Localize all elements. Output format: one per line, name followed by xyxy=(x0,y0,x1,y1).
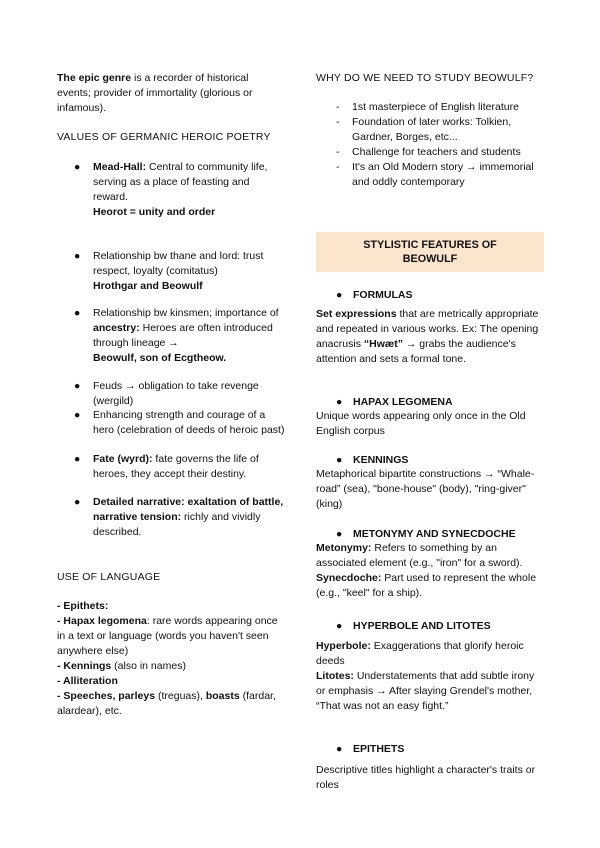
hyperbole-heading: ● HYPERBOLE AND LITOTES xyxy=(336,620,491,632)
value-item: ● Detailed narrative: exaltation of battle, narrative tension: richly and vividly described. xyxy=(74,496,284,538)
metonymy-heading: ● METONYMY AND SYNECDOCHE xyxy=(336,528,516,540)
hapax-heading: ● HAPAX LEGOMENA xyxy=(336,396,453,408)
bullet-icon: ● xyxy=(74,496,81,508)
bullet-icon: ● xyxy=(74,409,81,421)
metonymy-text: Metonymy: Refers to something by an associated element (e.g., "iron" for a sword). Synecdoche: Part used to represent the whole (e.g., "keel" for a ship). xyxy=(316,542,537,599)
value-item: ● Relationship bw thane and lord: trust respect, loyalty (comitatus) Hrothgar and Beowulf xyxy=(74,250,264,292)
epic-genre-intro: The epic genre is a recorder of historical events; provider of immortality (glorious or infamous). xyxy=(57,72,253,114)
bullet-icon: ● xyxy=(74,307,81,319)
bullet-icon: ● xyxy=(336,396,343,408)
kennings-text: Metaphorical bipartite constructions → “Whale-road” (sea), "bone-house" (body), "ring-giver" (king) xyxy=(316,468,535,510)
formulas-text: Set expressions that are metrically appropriate and repeated in various works. Ex: The opening anacrusis “Hwæt” → grabs the audience's attention and sets a formal tone. xyxy=(316,308,539,365)
bullet-icon: ● xyxy=(74,250,81,262)
value-item: ● Enhancing strength and courage of a hero (celebration of deeds of heroic past) xyxy=(74,409,285,436)
why-list xyxy=(316,100,544,190)
language-list: - Epithets: - Hapax legomena: rare words appearing once in a text or language (words you haven't seen anywhere else) - Kennings (also in names) - Alliteration - Speeches, parleys (treguas), boasts (fardar, alardear), etc. xyxy=(57,600,278,717)
why-item: - Challenge for teachers and students xyxy=(336,146,521,158)
stylistic-features-title: STYLISTIC FEATURES OF BEOWULF xyxy=(316,232,544,272)
why-heading: WHY DO WE NEED TO STUDY BEOWULF? xyxy=(316,72,534,84)
value-item: ● Mead-Hall: Central to community life, serving as a place of feasting and reward. Heorot = unity and order xyxy=(74,161,268,218)
bullet-icon: ● xyxy=(74,380,81,392)
bullet-icon: ● xyxy=(336,528,343,540)
epithets-text: Descriptive titles highlight a character's traits or roles xyxy=(316,764,536,791)
hapax-text: Unique words appearing only once in the Old English corpus xyxy=(316,410,526,437)
epithets-heading: ● EPITHETS xyxy=(336,743,405,755)
formulas-heading: ● FORMULAS xyxy=(336,289,413,301)
value-item: ● Feuds → obligation to take revenge (wergild) xyxy=(74,380,259,407)
kennings-heading: ● KENNINGS xyxy=(336,454,409,466)
language-heading: USE OF LANGUAGE xyxy=(57,571,161,583)
bullet-icon: ● xyxy=(74,161,81,173)
why-item: - It's an Old Modern story → immemorial and oddly contemporary xyxy=(336,161,534,188)
value-item: ● Fate (wyrd): fate governs the life of heroes, they accept their destiny. xyxy=(74,453,259,480)
bullet-icon: ● xyxy=(336,620,343,632)
why-item: - 1st masterpiece of English literature xyxy=(336,101,519,113)
bullet-icon: ● xyxy=(336,743,343,755)
value-item: ● Relationship bw kinsmen; importance of ancestry: Heroes are often introduced through lineage → Beowulf, son of Ecgtheow. xyxy=(74,307,279,364)
why-item: - Foundation of later works: Tolkien, Gardner, Borges, etc... xyxy=(336,116,512,143)
values-heading: VALUES OF GERMANIC HEROIC POETRY xyxy=(57,131,271,143)
bullet-icon: ● xyxy=(336,454,343,466)
bullet-icon: ● xyxy=(74,453,81,465)
bullet-icon: ● xyxy=(336,289,343,301)
hyperbole-text: Hyperbole: Exaggerations that glorify heroic deeds Litotes: Understatements that add subtle irony or emphasis → After slaying Grendel's mother, “That was not an easy fight.” xyxy=(316,640,535,712)
